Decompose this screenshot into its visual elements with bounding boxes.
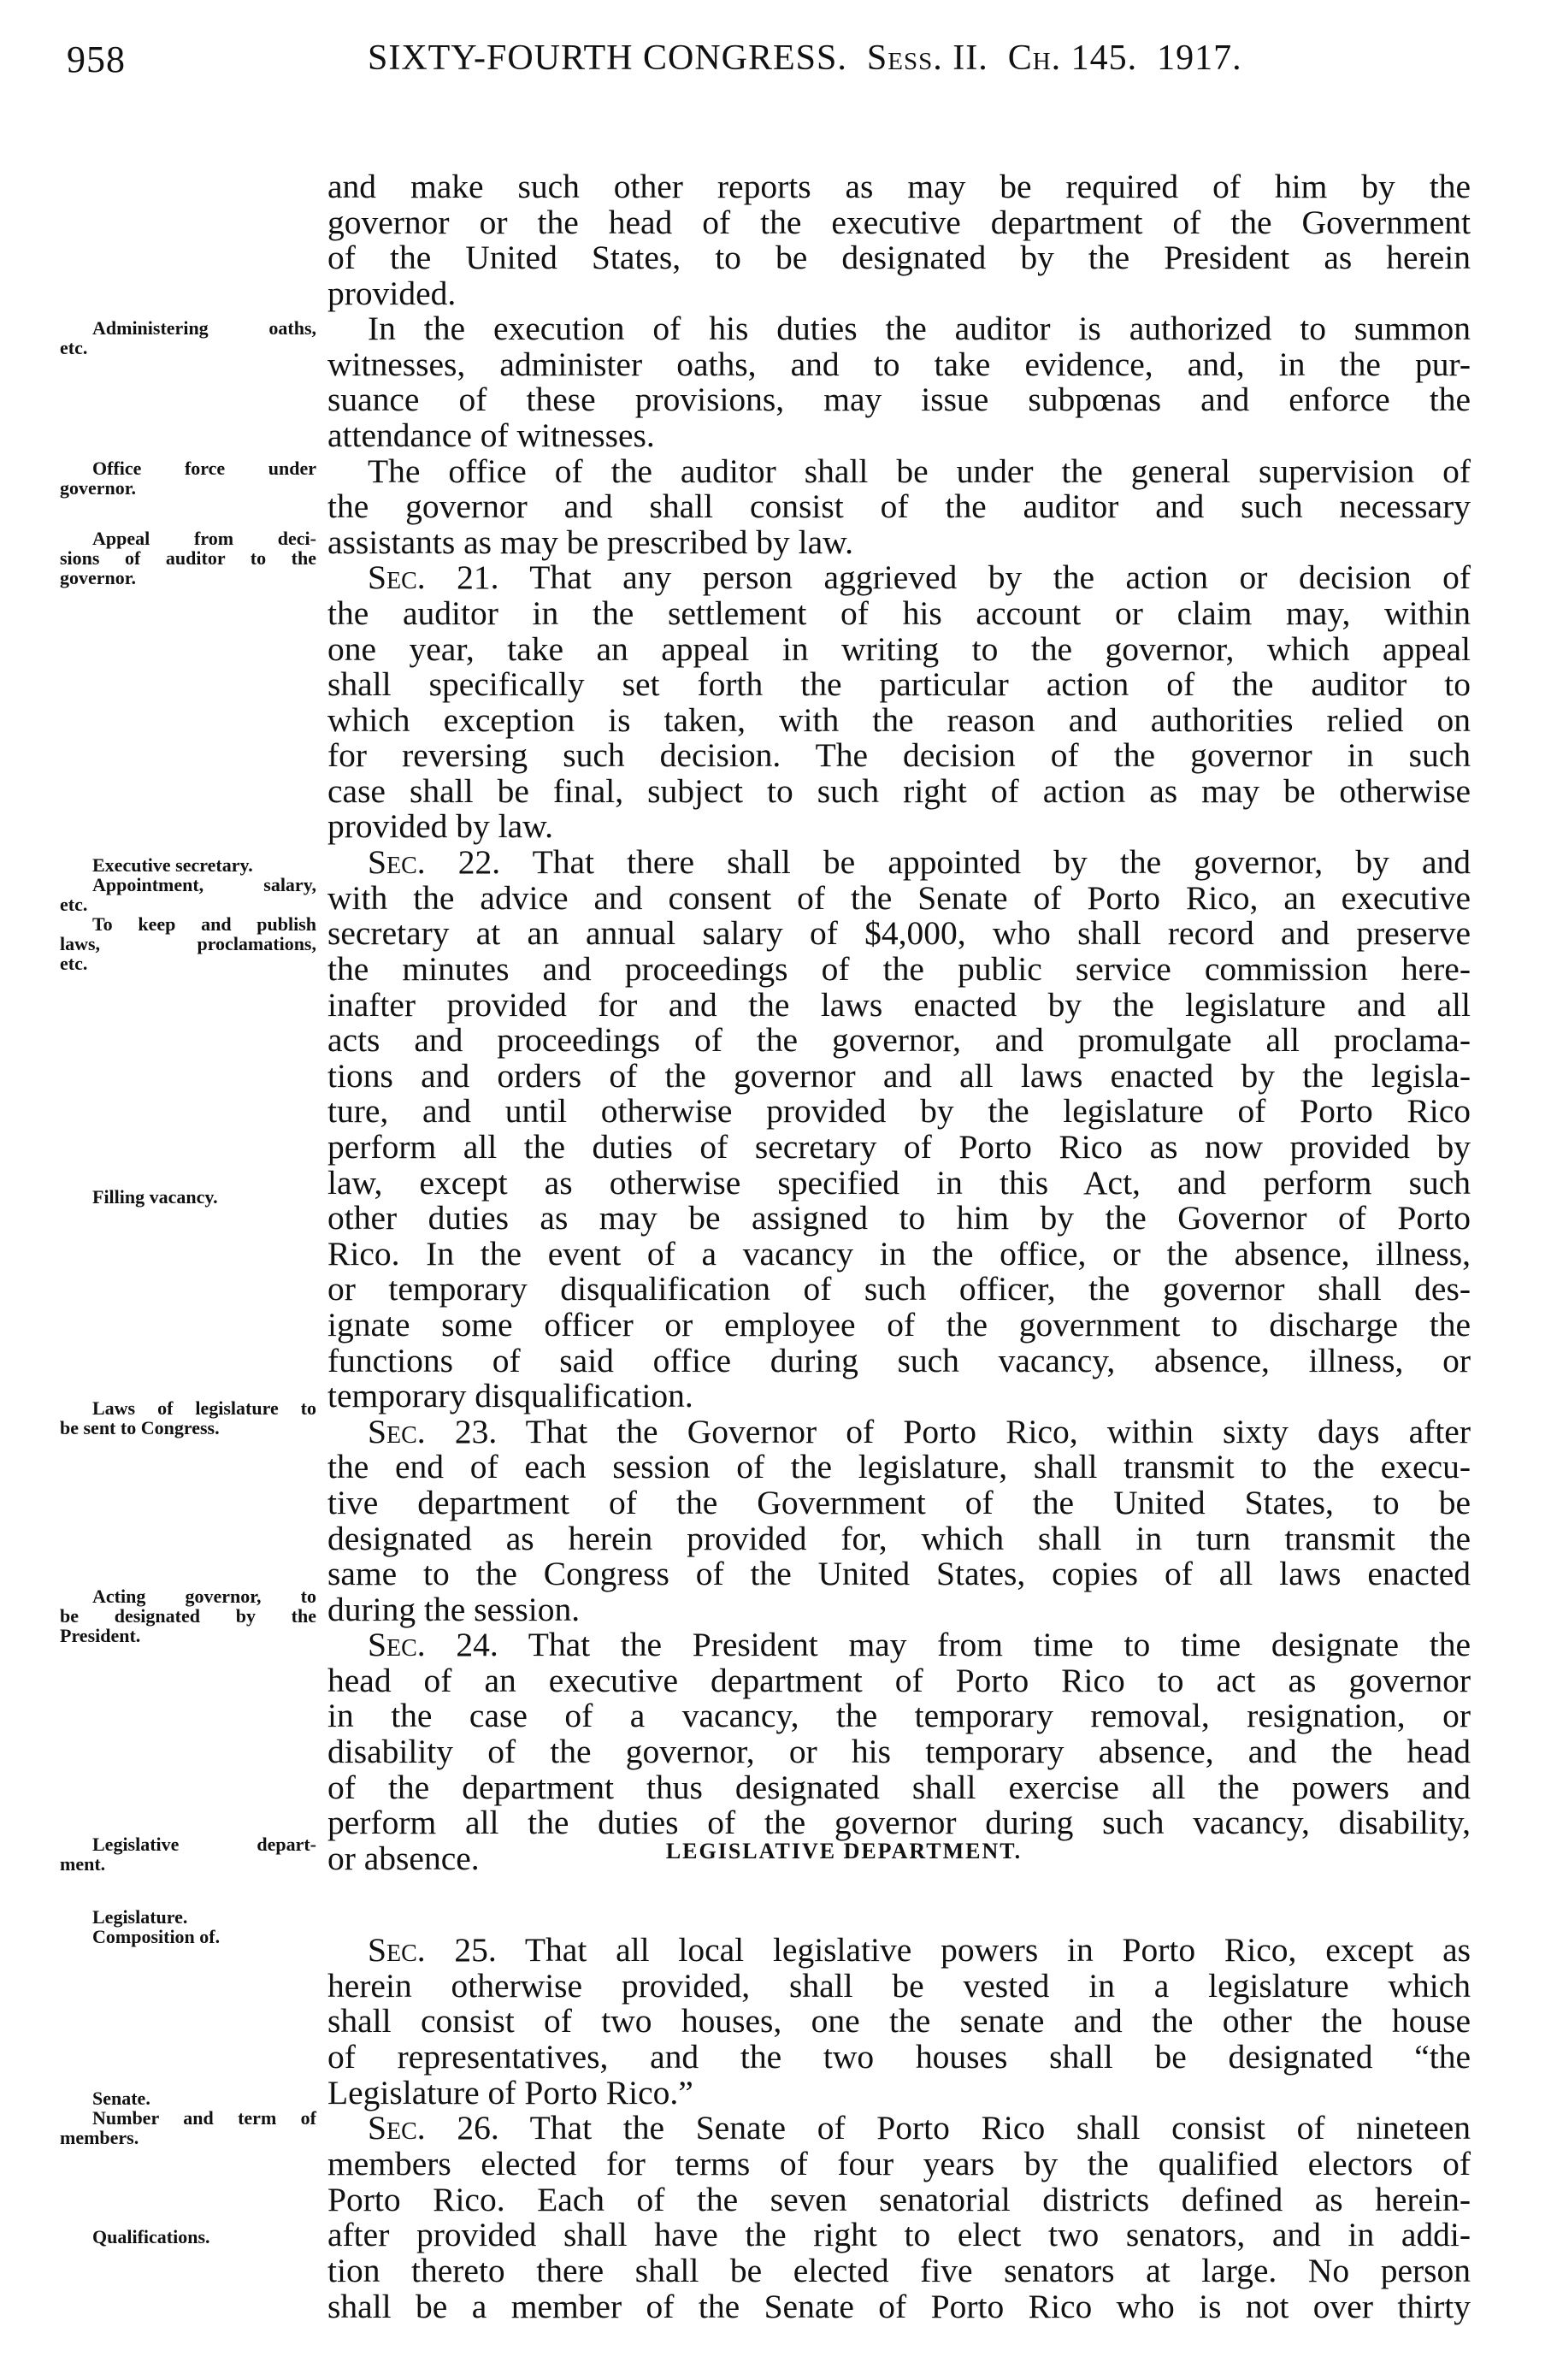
margin-note-line: members. xyxy=(60,2127,139,2148)
body-line: shall consist of two houses, one the senate and the other the house xyxy=(327,2002,1471,2040)
body-line: one year, take an appeal in writing to the governor, which appeal xyxy=(327,630,1471,668)
margin-note-line: governor. xyxy=(60,477,137,499)
margin-note-line: ment. xyxy=(60,1853,106,1875)
body-line: secretary at an annual salary of $4,000, who shall record and preserve xyxy=(327,914,1471,952)
body-line: shall specifically set forth the particular action of the auditor to xyxy=(327,665,1471,703)
margin-note-line: Legislature. xyxy=(92,1906,188,1928)
page-number: 958 xyxy=(67,38,126,80)
margin-note xyxy=(60,1907,316,1946)
margin-note-line: etc. xyxy=(60,894,88,915)
body-line: Sec. 22. That there shall be appointed by the governor, by and xyxy=(368,843,1471,881)
margin-note-line: Acting governor, to xyxy=(92,1586,316,1607)
body-line: in the case of a vacancy, the temporary removal, resignation, or xyxy=(327,1697,1471,1734)
margin-note xyxy=(60,458,316,498)
body-line: Porto Rico. Each of the seven senatorial districts defined as herein- xyxy=(327,2181,1471,2218)
margin-note-line: Appointment, salary, xyxy=(92,874,316,895)
body-line: provided by law. xyxy=(327,807,554,845)
section-label: Sec. xyxy=(368,1626,426,1663)
body-line: Legislature of Porto Rico.” xyxy=(327,2074,693,2111)
body-line: of the United States, to be designated by the President as herein xyxy=(327,239,1471,276)
margin-note-line: sions of auditor to the xyxy=(60,547,316,569)
body-line: or absence. xyxy=(327,1840,480,1877)
running-head-chapter: Ch. 145. xyxy=(1007,38,1138,78)
margin-note xyxy=(60,1398,316,1438)
body-line: the auditor in the settlement of his account or claim may, within xyxy=(327,594,1471,632)
body-line: attendance of witnesses. xyxy=(327,416,655,454)
margin-note-line: etc. xyxy=(60,953,88,974)
margin-note-line: Administering oaths, xyxy=(92,317,316,339)
margin-note-line: Number and term of xyxy=(92,2107,316,2129)
margin-note-line: governor. xyxy=(60,567,137,588)
body-line: ture, and until otherwise provided by the legislature of Porto Rico xyxy=(327,1092,1471,1130)
running-head-year: 1917. xyxy=(1157,38,1242,78)
body-line: disability of the governor, or his temporary absence, and the head xyxy=(327,1733,1471,1770)
body-line: governor or the head of the executive department of the Government xyxy=(327,204,1471,241)
body-line: temporary disqualification. xyxy=(327,1377,693,1414)
margin-note-line: To keep and publish xyxy=(92,913,316,935)
margin-note-line: Appeal from deci- xyxy=(92,528,316,549)
body-line: functions of said office during such vacancy, absence, illness, or xyxy=(327,1342,1471,1379)
margin-note-line: Senate. xyxy=(92,2088,150,2109)
body-line: of representatives, and the two houses shall be designated “the xyxy=(327,2038,1471,2076)
body-line: Sec. 21. That any person aggrieved by the action or decision of xyxy=(368,558,1471,596)
body-line: of the department thus designated shall exercise all the powers and xyxy=(327,1769,1471,1806)
body-line: Sec. 24. That the President may from time to time designate the xyxy=(368,1626,1471,1663)
body-line: after provided shall have the right to elect two senators, and in addi- xyxy=(327,2216,1471,2253)
body-line: herein otherwise provided, shall be vested in a legislature which xyxy=(327,1967,1471,2005)
body-line: assistants as may be prescribed by law. xyxy=(327,523,854,561)
margin-note-line: Executive secretary. xyxy=(92,854,253,876)
body-line: the end of each session of the legislature, shall transmit to the execu- xyxy=(327,1448,1471,1485)
page-header xyxy=(0,38,1551,89)
body-line: same to the Congress of the United States, copies of all laws enacted xyxy=(327,1555,1471,1592)
body-line: Sec. 25. That all local legislative powers in Porto Rico, except as xyxy=(368,1931,1471,1969)
body-line: The office of the auditor shall be under the general supervision of xyxy=(368,452,1471,490)
margin-note-line: Filling vacancy. xyxy=(92,1186,218,1208)
body-line: witnesses, administer oaths, and to take evidence, and, in the pur- xyxy=(327,345,1471,383)
margin-note xyxy=(60,1586,316,1645)
body-line: ignate some officer or employee of the government to discharge the xyxy=(327,1306,1471,1344)
body-line: and make such other reports as may be required of him by the xyxy=(327,168,1471,205)
body-line: head of an executive department of Porto Rico to act as governor xyxy=(327,1662,1471,1699)
body-line: during the session. xyxy=(327,1591,581,1628)
body-line: acts and proceedings of the governor, and promulgate all proclama- xyxy=(327,1021,1471,1059)
body-line: tive department of the Government of the United States, to be xyxy=(327,1484,1471,1521)
margin-note-line: Office force under xyxy=(92,458,316,479)
margin-note-line: laws, proclamations, xyxy=(60,933,316,954)
margin-note-line: etc. xyxy=(60,337,88,358)
margin-note-line: Legislative depart- xyxy=(92,1834,316,1855)
section-label: Sec. xyxy=(368,843,426,881)
body-line: suance of these provisions, may issue subpœnas and enforce the xyxy=(327,381,1471,418)
margin-note xyxy=(60,855,316,973)
section-label: Sec. xyxy=(368,1413,426,1450)
margin-note xyxy=(60,529,316,588)
margin-note xyxy=(60,318,316,357)
body-line: Rico. In the event of a vacancy in the office, or the absence, illness, xyxy=(327,1235,1471,1273)
margin-note xyxy=(60,2227,316,2247)
margin-note-line: be sent to Congress. xyxy=(60,1417,220,1438)
body-line: which exception is taken, with the reason and authorities relied on xyxy=(327,701,1471,739)
body-line: tions and orders of the governor and all laws enacted by the legisla- xyxy=(327,1057,1471,1095)
margin-note-line: Laws of legislature to xyxy=(92,1397,316,1419)
section-label: Sec. xyxy=(368,558,426,596)
running-head-congress: SIXTY-FOURTH CONGRESS. xyxy=(368,38,847,78)
body-line: In the execution of his duties the auditor is authorized to summon xyxy=(368,310,1471,347)
margin-note-line: President. xyxy=(60,1625,141,1646)
body-line: perform all the duties of secretary of Porto Rico as now provided by xyxy=(327,1128,1471,1166)
body-line: tion thereto there shall be elected five senators at large. No person xyxy=(327,2252,1471,2289)
body-line: for reversing such decision. The decision of the governor in such xyxy=(327,736,1471,774)
margin-note xyxy=(60,2088,316,2147)
body-line: other duties as may be assigned to him by the Governor of Porto xyxy=(327,1199,1471,1237)
section-label: Sec. xyxy=(368,1931,426,1969)
body-line: shall be a member of the Senate of Porto Rico who is not over thirty xyxy=(327,2288,1471,2325)
body-line: inafter provided for and the laws enacted by the legislature and all xyxy=(327,986,1471,1024)
margin-note-line: be designated by the xyxy=(60,1605,316,1627)
body-line: the minutes and proceedings of the public service commission here- xyxy=(327,950,1471,988)
body-line: case shall be final, subject to such right of action as may be otherwise xyxy=(327,772,1471,810)
body-line: members elected for terms of four years by the qualified electors of xyxy=(327,2145,1471,2182)
body-line: perform all the duties of the governor during such vacancy, disability, xyxy=(327,1804,1471,1841)
body-line: law, except as otherwise specified in this Act, and perform such xyxy=(327,1164,1471,1202)
body-line: Sec. 23. That the Governor of Porto Rico, within sixty days after xyxy=(368,1413,1471,1450)
section-subheading: LEGISLATIVE DEPARTMENT. xyxy=(665,1839,1023,1863)
body-line: or temporary disqualification of such officer, the governor shall des- xyxy=(327,1270,1471,1308)
running-head xyxy=(368,38,1242,79)
margin-note-line: Qualifications. xyxy=(92,2226,210,2247)
section-label: Sec. xyxy=(368,2109,426,2147)
body-line: Sec. 26. That the Senate of Porto Rico shall consist of nineteen xyxy=(368,2109,1471,2147)
margin-note xyxy=(60,1187,316,1207)
body-line: provided. xyxy=(327,275,457,312)
body-line: the governor and shall consist of the auditor and such necessary xyxy=(327,487,1471,525)
body-line: designated as herein provided for, which shall in turn transmit the xyxy=(327,1520,1471,1557)
running-head-session: Sess. II. xyxy=(866,38,988,78)
body-line: with the advice and consent of the Senate of Porto Rico, an executive xyxy=(327,879,1471,917)
margin-note-line: Composition of. xyxy=(92,1926,221,1947)
